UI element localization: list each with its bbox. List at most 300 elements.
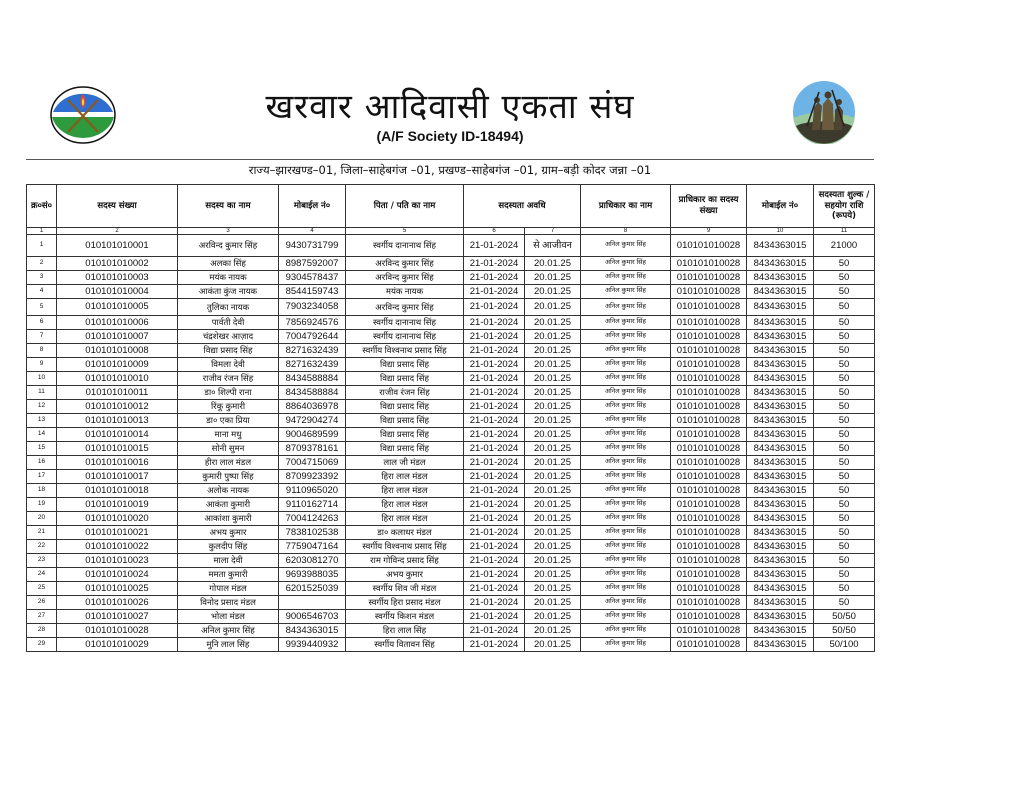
cell-period-from: 21-01-2024 <box>464 526 525 540</box>
cell-father-husband: अरविन्द कुमार सिंह <box>346 299 464 316</box>
cell-period-from: 21-01-2024 <box>464 582 525 596</box>
cell-fee: 50 <box>814 582 875 596</box>
table-row <box>27 484 875 498</box>
cell-mobile: 6201525039 <box>279 582 346 596</box>
cell-period-to: 20.01.25 <box>525 484 581 498</box>
cell-fee: 50 <box>814 344 875 358</box>
cell-period-from: 21-01-2024 <box>464 610 525 624</box>
cell-member-no: 010101010008 <box>57 344 178 358</box>
cell-period-from: 21-01-2024 <box>464 257 525 271</box>
cell-serial: 14 <box>27 428 57 442</box>
cell-authority-mobile: 8434363015 <box>747 257 814 271</box>
cell-member-name: मुनि लाल सिंह <box>178 638 279 652</box>
cell-period-to: 20.01.25 <box>525 400 581 414</box>
cell-member-no: 010101010023 <box>57 554 178 568</box>
cell-authority-name: अनिल कुमार सिंह <box>581 512 671 526</box>
cell-member-no: 010101010006 <box>57 316 178 330</box>
index-cell: 9 <box>671 228 747 235</box>
cell-member-name: पार्वती देवी <box>178 316 279 330</box>
cell-member-name: विद्या प्रसाद सिंह <box>178 344 279 358</box>
col-header-member-name: सदस्य का नाम <box>178 185 279 228</box>
cell-member-name: अलोक नायक <box>178 484 279 498</box>
cell-mobile: 8987592007 <box>279 257 346 271</box>
cell-authority-mobile: 8434363015 <box>747 624 814 638</box>
cell-authority-mobile: 8434363015 <box>747 414 814 428</box>
cell-period-to: 20.01.25 <box>525 596 581 610</box>
cell-period-to: 20.01.25 <box>525 568 581 582</box>
cell-member-name: डा० शिल्पी राना <box>178 386 279 400</box>
cell-serial: 8 <box>27 344 57 358</box>
cell-mobile: 8544159743 <box>279 285 346 299</box>
cell-fee: 50 <box>814 299 875 316</box>
cell-member-no: 010101010003 <box>57 271 178 285</box>
cell-serial: 13 <box>27 414 57 428</box>
table-row <box>27 414 875 428</box>
cell-period-from: 21-01-2024 <box>464 299 525 316</box>
cell-authority-mobile: 8434363015 <box>747 582 814 596</box>
table-row <box>27 582 875 596</box>
cell-member-no: 010101010021 <box>57 526 178 540</box>
cell-authority-member-no: 010101010028 <box>671 372 747 386</box>
cell-period-to: 20.01.25 <box>525 582 581 596</box>
cell-fee: 50 <box>814 285 875 299</box>
cell-authority-mobile: 8434363015 <box>747 470 814 484</box>
cell-period-from: 21-01-2024 <box>464 271 525 285</box>
cell-member-name: आकांशा कुमारी <box>178 512 279 526</box>
cell-serial: 25 <box>27 582 57 596</box>
cell-period-to: 20.01.25 <box>525 271 581 285</box>
table-row <box>27 442 875 456</box>
cell-authority-name: अनिल कुमार सिंह <box>581 285 671 299</box>
cell-period-to: 20.01.25 <box>525 358 581 372</box>
cell-authority-member-no: 010101010028 <box>671 235 747 257</box>
table-row <box>27 235 875 257</box>
cell-authority-name: अनिल कुमार सिंह <box>581 526 671 540</box>
cell-father-husband: विद्या प्रसाद सिंह <box>346 358 464 372</box>
cell-fee: 21000 <box>814 235 875 257</box>
society-id: (A/F Society ID-18494) <box>376 128 524 144</box>
cell-father-husband: विद्या प्रसाद सिंह <box>346 428 464 442</box>
cell-serial: 22 <box>27 540 57 554</box>
cell-fee: 50 <box>814 386 875 400</box>
index-cell: 5 <box>346 228 464 235</box>
cell-member-name: भोला मंडल <box>178 610 279 624</box>
cell-authority-name: अनिल कुमार सिंह <box>581 358 671 372</box>
cell-father-husband: स्वर्गीय दानानाथ सिंह <box>346 235 464 257</box>
cell-member-name: सोनी सुमन <box>178 442 279 456</box>
cell-period-to: 20.01.25 <box>525 540 581 554</box>
cell-member-no: 010101010012 <box>57 400 178 414</box>
cell-authority-name: अनिल कुमार सिंह <box>581 470 671 484</box>
cell-member-name: ममता कुमारी <box>178 568 279 582</box>
cell-authority-mobile: 8434363015 <box>747 386 814 400</box>
cell-father-husband: स्वर्गीय दानानाथ सिंह <box>346 330 464 344</box>
cell-father-husband: विद्या प्रसाद सिंह <box>346 414 464 428</box>
index-cell: 11 <box>814 228 875 235</box>
col-header-authority-mobile: मोबाईल नं० <box>747 185 814 228</box>
cell-member-no: 010101010001 <box>57 235 178 257</box>
cell-mobile: 8434588884 <box>279 386 346 400</box>
cell-member-name: विमला देवी <box>178 358 279 372</box>
cell-authority-name: अनिल कुमार सिंह <box>581 484 671 498</box>
cell-authority-member-no: 010101010028 <box>671 498 747 512</box>
cell-member-name: माला देवी <box>178 554 279 568</box>
cell-member-name: रिंकू कुमारी <box>178 400 279 414</box>
cell-fee: 50 <box>814 568 875 582</box>
cell-authority-member-no: 010101010028 <box>671 414 747 428</box>
cell-authority-name: अनिल कुमार सिंह <box>581 271 671 285</box>
cell-period-from: 21-01-2024 <box>464 554 525 568</box>
table-row <box>27 498 875 512</box>
cell-period-from: 21-01-2024 <box>464 344 525 358</box>
table-row <box>27 540 875 554</box>
table-row <box>27 428 875 442</box>
cell-period-to: 20.01.25 <box>525 610 581 624</box>
cell-mobile: 9004689599 <box>279 428 346 442</box>
cell-fee: 50 <box>814 316 875 330</box>
cell-member-name: अभय कुमार <box>178 526 279 540</box>
cell-authority-name: अनिल कुमार सिंह <box>581 414 671 428</box>
index-cell: 8 <box>581 228 671 235</box>
col-header-serial: क्र०सं० <box>27 185 57 228</box>
cell-serial: 17 <box>27 470 57 484</box>
cell-authority-mobile: 8434363015 <box>747 330 814 344</box>
cell-authority-name: अनिल कुमार सिंह <box>581 344 671 358</box>
cell-authority-mobile: 8434363015 <box>747 638 814 652</box>
photo-emblem-logo <box>792 80 856 144</box>
cell-serial: 4 <box>27 285 57 299</box>
col-header-membership-period: सदस्यता अवधि <box>464 185 581 228</box>
cell-father-husband: स्वर्गीय हिरा प्रसाद मंडल <box>346 596 464 610</box>
cell-father-husband: राम गोविन्द प्रसाद सिंह <box>346 554 464 568</box>
cell-mobile: 7004792644 <box>279 330 346 344</box>
cell-period-from: 21-01-2024 <box>464 386 525 400</box>
table-row <box>27 372 875 386</box>
cell-serial: 9 <box>27 358 57 372</box>
cell-authority-name: अनिल कुमार सिंह <box>581 400 671 414</box>
col-header-father-husband: पिता / पति का नाम <box>346 185 464 228</box>
cell-authority-mobile: 8434363015 <box>747 428 814 442</box>
cell-authority-name: अनिल कुमार सिंह <box>581 386 671 400</box>
table-row <box>27 596 875 610</box>
cell-serial: 20 <box>27 512 57 526</box>
cell-authority-mobile: 8434363015 <box>747 299 814 316</box>
cell-fee: 50 <box>814 372 875 386</box>
cell-authority-name: अनिल कुमार सिंह <box>581 442 671 456</box>
cell-member-name: मयंक नायक <box>178 271 279 285</box>
cell-mobile <box>279 596 346 610</box>
cell-father-husband: अरविन्द कुमार सिंह <box>346 271 464 285</box>
cell-period-from: 21-01-2024 <box>464 596 525 610</box>
cell-member-no: 010101010019 <box>57 498 178 512</box>
cell-period-from: 21-01-2024 <box>464 470 525 484</box>
cell-authority-name: अनिल कुमार सिंह <box>581 540 671 554</box>
cell-fee: 50 <box>814 498 875 512</box>
cell-authority-name: अनिल कुमार सिंह <box>581 299 671 316</box>
cell-period-to: 20.01.25 <box>525 456 581 470</box>
cell-member-no: 010101010026 <box>57 596 178 610</box>
cell-period-from: 21-01-2024 <box>464 442 525 456</box>
cell-authority-mobile: 8434363015 <box>747 285 814 299</box>
cell-father-husband: हिरा लाल सिंह <box>346 624 464 638</box>
cell-father-husband: अभय कुमार <box>346 568 464 582</box>
cell-authority-member-no: 010101010028 <box>671 442 747 456</box>
cell-father-husband: हिरा लाल मंडल <box>346 484 464 498</box>
cell-mobile: 8434588884 <box>279 372 346 386</box>
cell-member-name: चंद्रशेखर आज़ाद <box>178 330 279 344</box>
cell-mobile: 6203081270 <box>279 554 346 568</box>
cell-fee: 50 <box>814 470 875 484</box>
cell-mobile: 9693988035 <box>279 568 346 582</box>
cell-fee: 50 <box>814 414 875 428</box>
cell-father-husband: डा० कलाधर मंडल <box>346 526 464 540</box>
cell-period-to: 20.01.25 <box>525 257 581 271</box>
cell-period-from: 21-01-2024 <box>464 540 525 554</box>
cell-mobile: 7004124263 <box>279 512 346 526</box>
cell-serial: 19 <box>27 498 57 512</box>
cell-fee: 50 <box>814 554 875 568</box>
index-cell: 6 <box>464 228 525 235</box>
cell-authority-name: अनिल कुमार सिंह <box>581 456 671 470</box>
cell-authority-member-no: 010101010028 <box>671 456 747 470</box>
cell-serial: 1 <box>27 235 57 257</box>
cell-father-husband: विद्या प्रसाद सिंह <box>346 400 464 414</box>
cell-authority-name: अनिल कुमार सिंह <box>581 498 671 512</box>
cell-mobile: 8271632439 <box>279 344 346 358</box>
cell-serial: 16 <box>27 456 57 470</box>
cell-member-name: तुलिका नायक <box>178 299 279 316</box>
table-row <box>27 624 875 638</box>
cell-fee: 50 <box>814 330 875 344</box>
cell-authority-mobile: 8434363015 <box>747 235 814 257</box>
cell-authority-mobile: 8434363015 <box>747 344 814 358</box>
cell-period-to: 20.01.25 <box>525 299 581 316</box>
cell-period-to: 20.01.25 <box>525 285 581 299</box>
cell-serial: 27 <box>27 610 57 624</box>
cell-mobile: 9472904274 <box>279 414 346 428</box>
cell-mobile: 9110162714 <box>279 498 346 512</box>
cell-serial: 5 <box>27 299 57 316</box>
cell-authority-member-no: 010101010028 <box>671 526 747 540</box>
cell-period-to: 20.01.25 <box>525 512 581 526</box>
cell-fee: 50 <box>814 456 875 470</box>
cell-authority-mobile: 8434363015 <box>747 316 814 330</box>
cell-father-husband: लाल जी मंडल <box>346 456 464 470</box>
cell-period-to: 20.01.25 <box>525 624 581 638</box>
cell-serial: 2 <box>27 257 57 271</box>
cell-member-no: 010101010025 <box>57 582 178 596</box>
cell-fee: 50 <box>814 358 875 372</box>
cell-member-no: 010101010002 <box>57 257 178 271</box>
cell-authority-member-no: 010101010028 <box>671 512 747 526</box>
col-header-member-no: सदस्य संख्या <box>57 185 178 228</box>
cell-serial: 23 <box>27 554 57 568</box>
cell-fee: 50/50 <box>814 610 875 624</box>
table-row <box>27 299 875 316</box>
cell-member-no: 010101010017 <box>57 470 178 484</box>
table-index-row <box>27 228 875 235</box>
cell-serial: 28 <box>27 624 57 638</box>
cell-fee: 50 <box>814 540 875 554</box>
cell-serial: 10 <box>27 372 57 386</box>
cell-member-name: अरविन्द कुमार सिंह <box>178 235 279 257</box>
index-cell: 10 <box>747 228 814 235</box>
cell-authority-mobile: 8434363015 <box>747 568 814 582</box>
cell-authority-name: अनिल कुमार सिंह <box>581 554 671 568</box>
cell-period-from: 21-01-2024 <box>464 372 525 386</box>
cell-mobile: 8709378161 <box>279 442 346 456</box>
cell-fee: 50 <box>814 526 875 540</box>
table-row <box>27 330 875 344</box>
cell-serial: 18 <box>27 484 57 498</box>
cell-father-husband: स्वर्गीय शिव जी मंडल <box>346 582 464 596</box>
cell-serial: 3 <box>27 271 57 285</box>
cell-member-no: 010101010018 <box>57 484 178 498</box>
cell-period-from: 21-01-2024 <box>464 235 525 257</box>
cell-serial: 24 <box>27 568 57 582</box>
cell-mobile: 9430731799 <box>279 235 346 257</box>
table-row <box>27 568 875 582</box>
cell-serial: 6 <box>27 316 57 330</box>
cell-member-name: कुलदीप सिंह <box>178 540 279 554</box>
cell-authority-name: अनिल कुमार सिंह <box>581 316 671 330</box>
cell-mobile: 7856924576 <box>279 316 346 330</box>
cell-father-husband: स्वर्गीय वितावन सिंह <box>346 638 464 652</box>
cell-period-to: 20.01.25 <box>525 554 581 568</box>
cell-member-no: 010101010004 <box>57 285 178 299</box>
cell-authority-member-no: 010101010028 <box>671 624 747 638</box>
cell-authority-member-no: 010101010028 <box>671 299 747 316</box>
cell-period-to: 20.01.25 <box>525 316 581 330</box>
cell-period-from: 21-01-2024 <box>464 428 525 442</box>
membership-table <box>26 184 875 652</box>
cell-member-name: हीरा लाल मंडल <box>178 456 279 470</box>
page-title: खरवार आदिवासी एकता संघ <box>265 87 635 127</box>
cell-mobile: 8864036978 <box>279 400 346 414</box>
cell-period-to: 20.01.25 <box>525 330 581 344</box>
cell-authority-member-no: 010101010028 <box>671 568 747 582</box>
cell-authority-mobile: 8434363015 <box>747 540 814 554</box>
col-header-mobile: मोबाईल नं० <box>279 185 346 228</box>
cell-member-no: 010101010005 <box>57 299 178 316</box>
cell-mobile: 7838102538 <box>279 526 346 540</box>
cell-mobile: 8271632439 <box>279 358 346 372</box>
table-row <box>27 554 875 568</box>
table-row <box>27 638 875 652</box>
table-row <box>27 271 875 285</box>
cell-authority-name: अनिल कुमार सिंह <box>581 568 671 582</box>
table-row <box>27 610 875 624</box>
cell-father-husband: स्वर्गीय विश्वनाथ प्रसाद सिंह <box>346 540 464 554</box>
cell-period-to: 20.01.25 <box>525 526 581 540</box>
cell-authority-member-no: 010101010028 <box>671 484 747 498</box>
cell-fee: 50 <box>814 512 875 526</box>
cell-period-from: 21-01-2024 <box>464 285 525 299</box>
cell-mobile: 9110965020 <box>279 484 346 498</box>
cell-authority-mobile: 8434363015 <box>747 484 814 498</box>
cell-authority-member-no: 010101010028 <box>671 610 747 624</box>
cell-fee: 50 <box>814 596 875 610</box>
cell-period-from: 21-01-2024 <box>464 414 525 428</box>
header-divider <box>26 159 874 160</box>
cell-authority-name: अनिल कुमार सिंह <box>581 330 671 344</box>
cell-authority-name: अनिल कुमार सिंह <box>581 624 671 638</box>
cell-member-name: राजीव रंजन सिंह <box>178 372 279 386</box>
table-row <box>27 316 875 330</box>
cell-authority-mobile: 8434363015 <box>747 610 814 624</box>
cell-period-from: 21-01-2024 <box>464 512 525 526</box>
cell-period-from: 21-01-2024 <box>464 624 525 638</box>
cell-member-no: 010101010020 <box>57 512 178 526</box>
cell-father-husband: अरविन्द कुमार सिंह <box>346 257 464 271</box>
table-row <box>27 386 875 400</box>
index-cell: 3 <box>178 228 279 235</box>
cell-father-husband: हिरा लाल मंडल <box>346 512 464 526</box>
cell-authority-mobile: 8434363015 <box>747 271 814 285</box>
index-cell: 2 <box>57 228 178 235</box>
cell-fee: 50 <box>814 271 875 285</box>
cell-period-to: 20.01.25 <box>525 428 581 442</box>
cell-father-husband: स्वर्गीय विश्वनाथ प्रसाद सिंह <box>346 344 464 358</box>
cell-authority-name: अनिल कुमार सिंह <box>581 428 671 442</box>
cell-authority-member-no: 010101010028 <box>671 596 747 610</box>
cell-member-no: 010101010022 <box>57 540 178 554</box>
cell-period-from: 21-01-2024 <box>464 498 525 512</box>
cell-fee: 50 <box>814 257 875 271</box>
cell-father-husband: हिरा लाल मंडल <box>346 498 464 512</box>
cell-member-no: 010101010024 <box>57 568 178 582</box>
cell-period-from: 21-01-2024 <box>464 316 525 330</box>
cell-father-husband: विद्या प्रसाद सिंह <box>346 442 464 456</box>
cell-period-to: 20.01.25 <box>525 386 581 400</box>
cell-authority-member-no: 010101010028 <box>671 358 747 372</box>
table-row <box>27 470 875 484</box>
cell-authority-name: अनिल कुमार सिंह <box>581 610 671 624</box>
address-line: राज्य–झारखण्ड–01, जिला–साहेबगंज –01, प्रखण्ड–साहेबगंज –01, ग्राम–बड़ी कोदर जन्ना –01 <box>248 163 652 177</box>
table-row <box>27 257 875 271</box>
table-row <box>27 358 875 372</box>
cell-period-from: 21-01-2024 <box>464 330 525 344</box>
table-row <box>27 512 875 526</box>
cell-member-no: 010101010015 <box>57 442 178 456</box>
cell-authority-member-no: 010101010028 <box>671 470 747 484</box>
cell-authority-name: अनिल कुमार सिंह <box>581 372 671 386</box>
cell-mobile: 9304578437 <box>279 271 346 285</box>
cell-serial: 12 <box>27 400 57 414</box>
cell-authority-member-no: 010101010028 <box>671 400 747 414</box>
table-row <box>27 456 875 470</box>
cell-fee: 50/100 <box>814 638 875 652</box>
cell-member-no: 010101010028 <box>57 624 178 638</box>
cell-member-no: 010101010011 <box>57 386 178 400</box>
cell-serial: 21 <box>27 526 57 540</box>
cell-period-to: 20.01.25 <box>525 372 581 386</box>
cell-period-to: 20.01.25 <box>525 414 581 428</box>
cell-mobile: 7903234058 <box>279 299 346 316</box>
cell-authority-mobile: 8434363015 <box>747 526 814 540</box>
cell-member-name: आकंता कुंज नायक <box>178 285 279 299</box>
cell-father-husband: स्वर्गीय किशन मंडल <box>346 610 464 624</box>
cell-fee: 50 <box>814 400 875 414</box>
cell-father-husband: स्वर्गीय दानानाथ सिंह <box>346 316 464 330</box>
cell-authority-mobile: 8434363015 <box>747 400 814 414</box>
cell-fee: 50 <box>814 484 875 498</box>
cell-member-no: 010101010010 <box>57 372 178 386</box>
cell-authority-mobile: 8434363015 <box>747 358 814 372</box>
cell-member-name: अलका सिंह <box>178 257 279 271</box>
cell-authority-name: अनिल कुमार सिंह <box>581 235 671 257</box>
cell-period-to: 20.01.25 <box>525 498 581 512</box>
